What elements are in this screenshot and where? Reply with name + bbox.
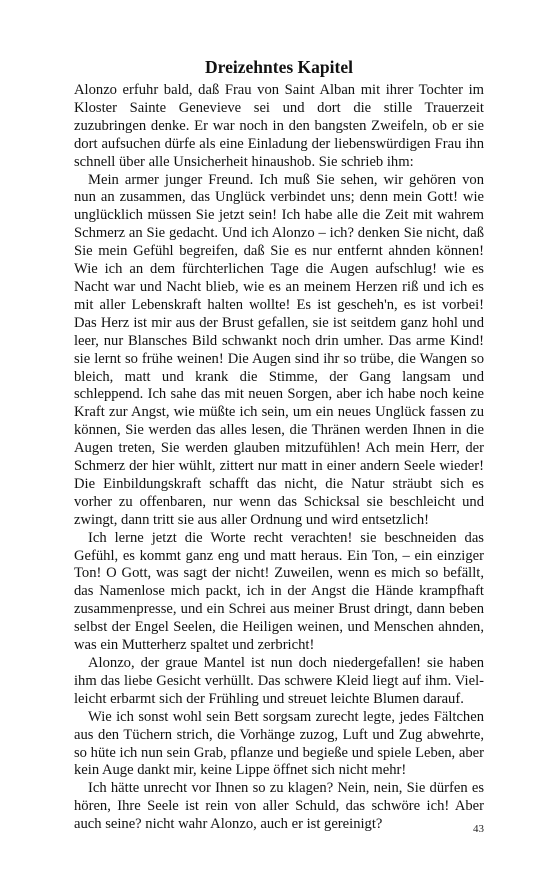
paragraph-3: Ich lerne jetzt die Worte recht verachten! sie beschneiden das Gefühl, es kommt ganz eng und matt heraus. Ein Ton, – ein einziger Ton! O Gott, was sagt der nicht! Zuweilen, wenn es mich so befällt, das Namenlose mich packt, ich in der Angst die Hände krampfhaft zusammenpresse, und ein Schrei aus meiner Brust dringt, dann beben selbst der Engel Seelen, die Heiligen weinen, und Menschen ahnden, was ein Mutterherz spaltet und zerbricht! [74,529,484,654]
paragraph-1: Alonzo erfuhr bald, daß Frau von Saint Alban mit ihrer Tochter im Kloster Sainte Genevieve sei und dort die stille Trauerzeit zuzubringen denke. Er war noch in den bangsten Zweifeln, ob er sie dort aufsuchen dürfe als eine Einladung der liebenswürdigen Frau ihn schnell über alle Unsicherheit hinaushob. Sie schrieb ihm: [74,82,484,170]
chapter-title: Dreizehntes Kapitel [205,57,353,77]
paragraph-2: Mein armer junger Freund. Ich muß Sie sehen, wir gehören von nun an zusammen, das Unglück verbindet uns; denn mein Gott! wie unglücklich müssen Sie jetzt sein! Ich habe alle die Zeit mit wahrem Schmerz an Sie gedacht. Und ich Alonzo – ich? denken Sie nicht, daß Sie mein Gefühl begreifen, daß Sie es nur entfernt ahnden können! Wie ich an dem fürchterlichen Tage die Augen aufschlug! wie es Nacht war und Nacht blieb, wie es an meinem Herzen riß und ich es mit aller Lebenskraft halten wollte! Es ist gescheh'n, es ist vorbei! Das Herz ist mir aus der Brust gefallen, sie ist seitdem ganz hohl und leer, nur Blansches Bild schwankt noch drin umher. Das arme Kind! sie lernt so frühe weinen! Die Augen sind ihr so trübe, die Wangen so bleich, matt und krank die Stimme, der Gang langsam und schleppend. Ich sahe das mit neuen Sorgen, aber ich habe noch keine Kraft zur Angst, wie müßte ich sein, um ein neues Unglück fassen zu können, Sie werden das alles lesen, die Thränen werden Ihnen in die Augen treten, Sie werden glauben mitzufühlen! Ach mein Herr, der Schmerz der hier wühlt, zittert nur matt in einer andern Seele wieder! Die Einbildungskraft schafft das nicht, die Natur sträubt sich es vorher zu offenbaren, nur wenn das Schicksal sie beschleicht und zwingt, dann tritt sie aus aller Ordnung und wird entsetzlich! [74,171,484,528]
paragraph-5: Wie ich sonst wohl sein Bett sorgsam zurecht legte, jedes Fältchen aus den Tüchern strich, die Vorhänge zuzog, Luft und Zug abwehrte, so hüte ich nun sein Grab, pflanze und begieße und spiele Leben, aber kein Auge dankt mir, keine Lippe öffnet sich nicht mehr! [74,708,484,779]
paragraph-6: Ich hätte unrecht vor Ihnen so zu klagen? Nein, nein, Sie dürfen es hören, Ihre Seele ist rein von aller Schuld, das schwöre ich! Aber auch seine? nicht wahr Alonzo, auch er ist gereinigt? [74,780,484,833]
page-number: 43 [473,823,484,835]
book-page [74,56,484,834]
chapter-body [74,82,484,834]
paragraph-4: Alonzo, der graue Mantel ist nun doch niedergefallen! sie haben ihm das liebe Gesicht verhüllt. Das schwere Kleid liegt auf ihm. Vielleicht erbarmt sich der Frühling und streuet leichte Blumen darauf. [74,655,484,707]
